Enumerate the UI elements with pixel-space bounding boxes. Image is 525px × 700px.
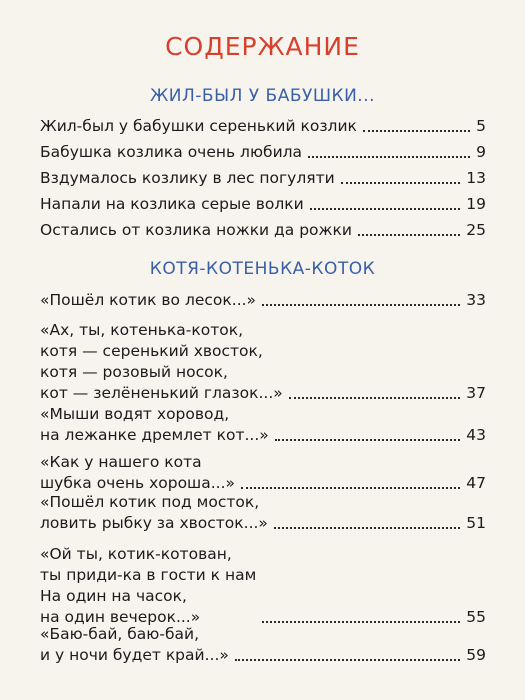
toc-entry[interactable] — [40, 290, 486, 311]
toc-entry[interactable] — [40, 492, 486, 534]
toc-page-number: 37 — [466, 384, 486, 402]
toc-page-number: 51 — [466, 514, 486, 532]
dot-leader — [262, 621, 460, 623]
toc-entry-line: «Ой ты, котик-котован, — [40, 545, 232, 563]
toc-entry-title — [40, 404, 269, 446]
dot-leader — [241, 487, 460, 489]
toc-entry-line: ты приди-ка в гости к нам — [40, 566, 257, 584]
toc-entry-line: шубка очень хороша...» — [40, 474, 235, 492]
toc-entry[interactable] — [40, 452, 486, 494]
toc-page-number: 5 — [476, 117, 486, 135]
toc-entry-line: «Мыши водят хоровод, — [40, 405, 230, 423]
dot-leader — [274, 527, 460, 529]
toc-entry[interactable] — [40, 194, 486, 215]
dot-leader — [308, 156, 470, 158]
dot-leader — [363, 130, 470, 132]
toc-entry-line: на один вечерок...» — [40, 608, 201, 626]
dot-leader — [275, 439, 461, 441]
toc-entry[interactable] — [40, 624, 486, 666]
toc-page-number: 43 — [466, 426, 486, 444]
dot-leader — [358, 234, 460, 236]
toc-entry[interactable] — [40, 320, 486, 404]
toc-entry[interactable] — [40, 544, 486, 628]
dot-leader — [289, 397, 461, 399]
toc-page-number: 25 — [466, 221, 486, 239]
toc-entry-line: котя — розовый носок, — [40, 363, 228, 381]
toc-entry-line: «Баю-бай, баю-бай, — [40, 625, 199, 643]
toc-entry-title — [40, 544, 256, 628]
dot-leader — [310, 208, 461, 210]
toc-entry-line: котя — серенький хвосток, — [40, 342, 263, 360]
toc-entry-title: Вздумалось козлику в лес погуляти — [40, 169, 335, 187]
toc-entry[interactable] — [40, 404, 486, 446]
toc-entry-line: на лежанке дремлет кот...» — [40, 426, 269, 444]
toc-entry-title — [40, 320, 283, 404]
section-heading-1: ЖИЛ-БЫЛ У БАБУШКИ... — [149, 86, 376, 106]
toc-entry-line: и у ночи будет край...» — [40, 646, 229, 664]
toc-page-number: 13 — [466, 169, 486, 187]
toc-entry-title: Бабушка козлика очень любила — [40, 143, 303, 161]
toc-page-number: 19 — [466, 195, 486, 213]
toc-entry-line: кот — зелёненький глазок...» — [40, 384, 283, 402]
toc-page-number: 47 — [466, 474, 486, 492]
toc-page-number: 55 — [466, 608, 486, 626]
toc-page-number: 59 — [466, 646, 486, 664]
toc-entry[interactable] — [40, 116, 486, 137]
toc-page-number: 9 — [476, 143, 486, 161]
page-title: СОДЕРЖАНИЕ — [165, 32, 360, 61]
dot-leader — [235, 659, 460, 661]
toc-entry-title — [40, 624, 229, 666]
toc-entry-line: «Ах, ты, котенька-коток, — [40, 321, 244, 339]
toc-entry-title — [40, 492, 268, 534]
toc-entry-title: Жил-был у бабушки серенький козлик — [40, 117, 357, 135]
toc-entry-line: На один на часок, — [40, 587, 187, 605]
toc-entry-line: «Как у нашего кота — [40, 453, 202, 471]
toc-entry-title — [40, 452, 235, 494]
toc-entry-title: Остались от козлика ножки да рожки — [40, 221, 352, 239]
toc-entry[interactable] — [40, 220, 486, 241]
toc-entry[interactable] — [40, 142, 486, 163]
dot-leader — [341, 182, 461, 184]
section-heading-2: КОТЯ-КОТЕНЬКА-КОТОК — [149, 259, 376, 279]
toc-entry-title: Напали на козлика серые волки — [40, 195, 304, 213]
toc-entry[interactable] — [40, 168, 486, 189]
toc-entry-line: ловить рыбку за хвосток...» — [40, 514, 268, 532]
toc-page-number: 33 — [466, 291, 486, 309]
dot-leader — [262, 304, 460, 306]
toc-entry-line: «Пошёл котик под мосток, — [40, 493, 260, 511]
toc-entry-title: «Пошёл котик во лесок...» — [40, 291, 257, 309]
